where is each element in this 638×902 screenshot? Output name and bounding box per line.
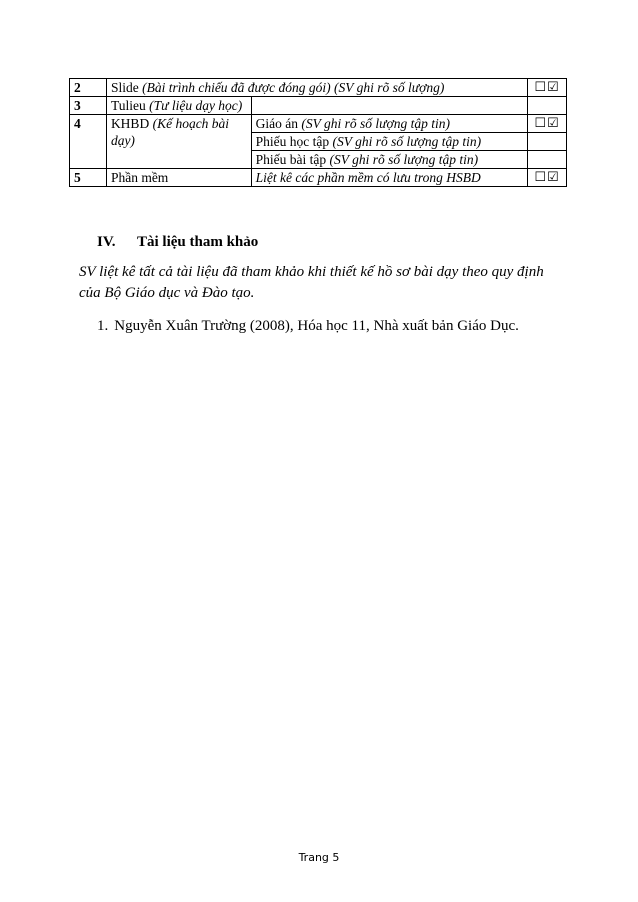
row-number: 3 — [70, 97, 107, 115]
sub-item-cell — [251, 133, 527, 151]
row-number: 4 — [70, 115, 107, 169]
sub-item-note: (SV ghi rõ số lượng tập tin) — [332, 134, 482, 149]
sub-item-label: Phiếu học tập — [255, 134, 330, 149]
table-row — [70, 79, 567, 97]
item-name: Tulieu — [110, 98, 146, 113]
table-row — [70, 115, 567, 133]
item-name: KHBD — [110, 116, 150, 131]
item-note: (Bài trình chiếu đã được đóng gói) — [142, 80, 331, 95]
sub-item-cell — [251, 115, 527, 133]
item-cell — [106, 97, 251, 115]
item-note: (Tư liệu dạy học) — [149, 98, 243, 113]
section-number: IV. — [97, 234, 116, 250]
empty-cell — [528, 97, 567, 115]
table-row — [70, 169, 567, 187]
empty-cell — [528, 151, 567, 169]
row-content — [106, 79, 527, 97]
empty-cell — [528, 133, 567, 151]
row-number: 2 — [70, 79, 107, 97]
sub-item-note: (SV ghi rõ số lượng tập tin) — [329, 152, 479, 167]
checkbox-pair[interactable]: ☐☑ — [528, 115, 567, 133]
empty-cell — [251, 97, 527, 115]
row-number: 5 — [70, 169, 107, 187]
checkbox-pair[interactable]: ☐☑ — [528, 79, 567, 97]
sub-item-note: (SV ghi rõ số lượng tập tin) — [301, 116, 450, 131]
section-heading — [97, 234, 258, 251]
item-name: Phần mềm — [106, 169, 251, 187]
item-name: Slide — [110, 80, 139, 95]
reference-number: 1. — [97, 318, 109, 334]
item-quantity-note: (SV ghi rõ số lượng) — [334, 80, 445, 95]
checkbox-pair[interactable]: ☐☑ — [528, 169, 567, 187]
item-description: Liệt kê các phần mềm có lưu trong HSBD — [251, 169, 527, 187]
reference-text: Nguyễn Xuân Trường (2008), Hóa học 11, Nhà xuất bản Giáo Dục. — [114, 318, 519, 334]
item-note: (Kế hoạch bài dạy) — [110, 116, 230, 148]
table-row — [70, 97, 567, 115]
sub-item-label: Phiếu bài tập — [255, 152, 327, 167]
sub-item-cell — [251, 151, 527, 169]
sub-item-label: Giáo án — [255, 116, 299, 131]
file-checklist-table — [69, 78, 567, 187]
section-title: Tài liệu tham khảo — [137, 234, 259, 250]
page-footer: Trang 5 — [298, 851, 340, 864]
section-intro: SV liệt kê tất cả tài liệu đã tham khảo khi thiết kế hồ sơ bài dạy theo quy định của Bộ Giáo dục và Đào tạo. — [79, 264, 544, 301]
item-cell — [106, 115, 251, 169]
reference-item — [97, 318, 519, 335]
